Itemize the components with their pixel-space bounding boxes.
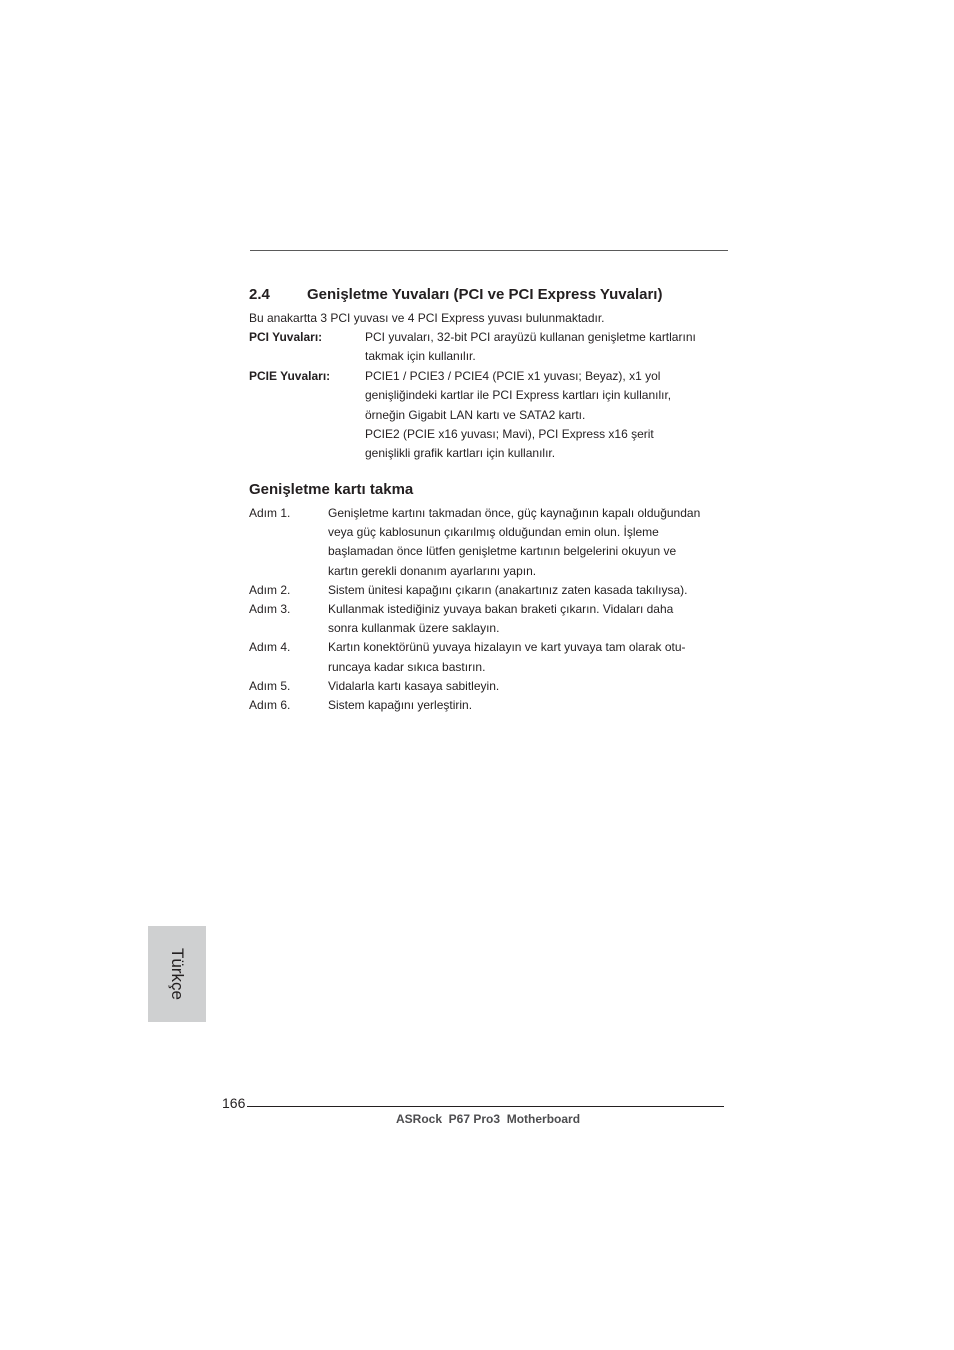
description-line: takmak için kullanılır.	[365, 349, 476, 364]
step-text	[328, 600, 729, 638]
step-line: Kartın konektörünü yuvaya hizalayın ve kart yuvaya tam olarak otu-	[328, 640, 686, 655]
install-steps	[249, 504, 729, 715]
step-line: sonra kullanmak üzere saklayın.	[328, 621, 500, 636]
page-number: 166	[222, 1095, 246, 1111]
step-line: Vidalarla kartı kasaya sabitleyin.	[328, 678, 500, 693]
step-6	[249, 696, 729, 715]
footer-product-name: ASRock P67 Pro3 Motherboard	[396, 1112, 581, 1126]
step-line: Sistem ünitesi kapağını çıkarın (anakartınız zaten kasada takılıysa).	[328, 582, 688, 597]
step-line: kartın gerekli donanım ayarlarını yapın.	[328, 563, 537, 578]
language-tab	[148, 926, 206, 1022]
step-label: Adım 3.	[249, 601, 291, 616]
definition-term: PCI Yuvaları:	[249, 330, 323, 344]
footer-divider	[247, 1106, 724, 1107]
step-line: runcaya kadar sıkıca bastırın.	[328, 659, 486, 674]
step-2	[249, 581, 729, 600]
section-title: Genişletme Yuvaları (PCI ve PCI Express Yuvaları)	[307, 286, 663, 303]
step-text	[328, 696, 729, 715]
step-line: başlamadan önce lütfen genişletme kartının belgelerini okuyun ve	[328, 544, 677, 559]
section-heading	[249, 286, 662, 303]
step-label: Adım 5.	[249, 678, 291, 693]
step-label: Adım 1.	[249, 506, 291, 520]
step-text	[328, 581, 729, 600]
step-4	[249, 638, 729, 676]
definition-description	[365, 367, 727, 463]
description-line: genişliğindeki kartlar ile PCI Express kartları için kullanılır,	[365, 388, 672, 403]
install-heading: Genişletme kartı takma	[249, 481, 414, 498]
step-1	[249, 504, 729, 581]
step-line: Sistem kapağını yerleştirin.	[328, 697, 473, 712]
section-intro: Bu anakartta 3 PCI yuvası ve 4 PCI Express yuvası bulunmaktadır.	[249, 311, 605, 325]
description-line: PCI yuvaları, 32-bit PCI arayüzü kullanan genişletme kartlarını	[365, 330, 696, 344]
step-line: Kullanmak istediğiniz yuvaya bakan braketi çıkarın. Vidaları daha	[328, 601, 674, 616]
definition-description	[365, 328, 727, 367]
step-line: Genişletme kartını takmadan önce, güç kaynağının kapalı olduğundan	[328, 506, 701, 520]
step-label: Adım 2.	[249, 582, 291, 597]
description-line: örneğin Gigabit LAN kartı ve SATA2 kartı.	[365, 407, 586, 422]
step-5	[249, 677, 729, 696]
section-number: 2.4	[249, 286, 270, 303]
top-divider	[250, 250, 728, 251]
step-label: Adım 6.	[249, 697, 291, 712]
description-line: PCIE1 / PCIE3 / PCIE4 (PCIE x1 yuvası; Beyaz), x1 yol	[365, 369, 661, 383]
step-line: veya güç kablosunun çıkarılmış olduğundan emin olun. İşleme	[328, 525, 659, 540]
description-line: genişlikli grafik kartları için kullanılır.	[365, 446, 556, 461]
step-text	[328, 504, 729, 581]
step-text	[328, 638, 729, 676]
definition-term: PCIE Yuvaları:	[249, 369, 331, 383]
step-label: Adım 4.	[249, 640, 291, 655]
language-tab-label: Türkçe	[168, 948, 187, 1000]
step-text	[328, 677, 729, 696]
step-3	[249, 600, 729, 638]
description-line: PCIE2 (PCIE x16 yuvası; Mavi), PCI Express x16 şerit	[365, 426, 654, 441]
